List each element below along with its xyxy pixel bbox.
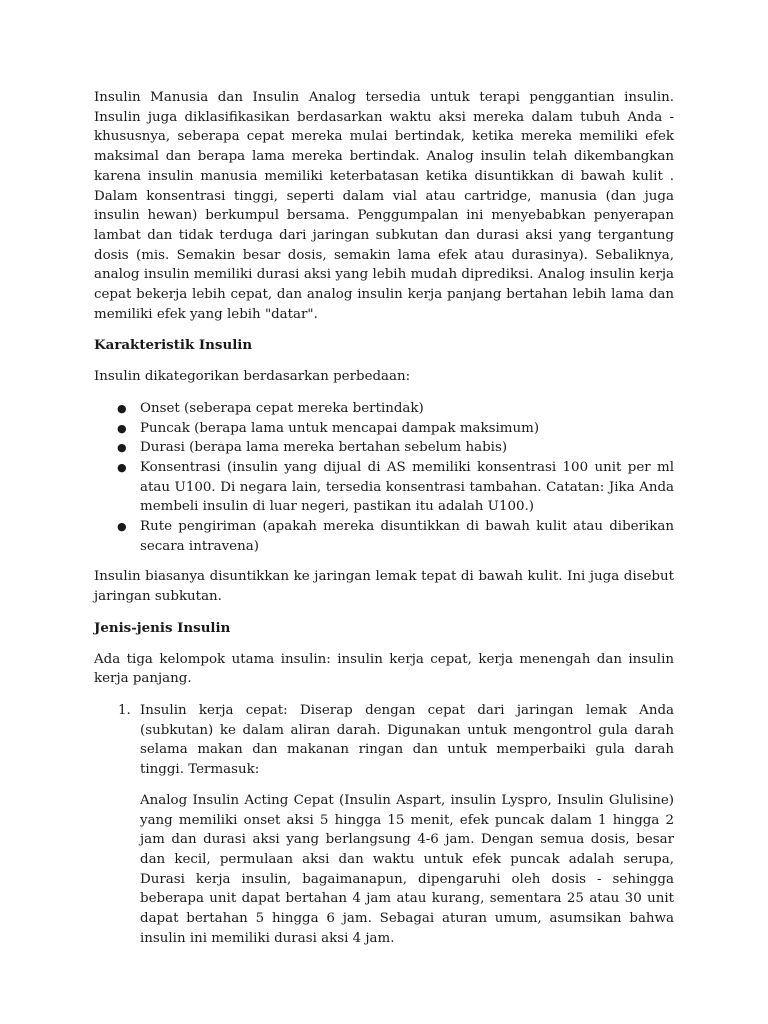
bullet-icon: ● <box>117 520 127 534</box>
list-item <box>94 517 674 556</box>
list-item-text: Rute pengiriman (apakah mereka disuntikkan di bawah kulit atau diberikan secara intravena) <box>140 519 674 554</box>
list-item <box>94 399 674 419</box>
section1-lead: Insulin dikategorikan berdasarkan perbedaan: <box>94 369 411 385</box>
list-item-detail: Analog Insulin Acting Cepat (Insulin Aspart, insulin Lyspro, Insulin Glulisine) yang memiliki onset aksi 5 hingga 15 menit, efek puncak dalam 1 hingga 2 jam dan durasi aksi yang berlangsung 4-6 jam. Dengan semua dosis, besar dan kecil, permulaan aksi dan waktu untuk efek puncak adalah serupa, Durasi kerja insulin, bagaimanapun, dipengaruhi oleh dosis - sehingga beberapa unit dapat bertahan 4 jam atau kurang, sementara 25 atau 30 unit dapat bertahan 5 hingga 6 jam. Sebagai aturan umum, asumsikan bahwa insulin ini memiliki durasi aksi 4 jam. <box>140 792 674 946</box>
list-item-text: Insulin kerja cepat: Diserap dengan cepat dari jaringan lemak Anda (subkutan) ke dalam aliran darah. Digunakan untuk mengontrol gula darah selama makan dan makanan ringan dan untuk memperbaiki gula darah tinggi. Termasuk: <box>140 702 674 778</box>
list-item-text: Konsentrasi (insulin yang dijual di AS memiliki konsentrasi 100 unit per ml atau U100. Di negara lain, tersedia konsentrasi tambahan. Catatan: Jika Anda membeli insulin di luar negeri, pastikan itu adalah U100.) <box>140 459 674 515</box>
list-item-text: Onset (seberapa cepat mereka bertindak) <box>140 400 424 416</box>
bullet-icon: ● <box>117 421 127 435</box>
bullet-icon: ● <box>117 441 127 455</box>
list-number: 1. <box>118 702 131 718</box>
section-heading-karakteristik: Karakteristik Insulin <box>94 337 253 354</box>
list-item-text: Puncak (berapa lama untuk mencapai dampak maksimum) <box>140 420 540 436</box>
list-item-text: Durasi (berapa lama mereka bertahan sebelum habis) <box>140 440 508 456</box>
intro-paragraph: Insulin Manusia dan Insulin Analog tersedia untuk terapi penggantian insulin. Insulin juga diklasifikasikan berdasarkan waktu aksi mereka dalam tubuh Anda - khususnya, seberapa cepat mereka mulai bertindak, ketika mereka memiliki efek maksimal dan berapa lama mereka bertindak. Analog insulin telah dikembangkan karena insulin manusia memiliki keterbatasan ketika disuntikkan di bawah kulit . Dalam konsentrasi tinggi, seperti dalam vial atau cartridge, manusia (dan juga insulin hewan) berkumpul bersama. Penggumpalan ini menyebabkan penyerapan lambat dan tidak terduga dari jaringan subkutan dan durasi aksi yang tergantung dosis (mis. Semakin besar dosis, semakin lama efek atau durasinya). Sebaliknya, analog insulin memiliki durasi aksi yang lebih mudah diprediksi. Analog insulin kerja cepat bekerja lebih cepat, dan analog insulin kerja panjang bertahan lebih lama dan memiliki efek yang lebih "datar". <box>94 90 674 322</box>
characteristics-list <box>94 399 674 557</box>
list-item <box>94 701 674 948</box>
section-heading-jenis: Jenis-jenis Insulin <box>94 619 231 636</box>
list-item <box>94 438 674 458</box>
bullet-icon: ● <box>117 460 127 474</box>
insulin-types-list <box>94 701 674 948</box>
list-item <box>94 419 674 439</box>
section2-lead: Ada tiga kelompok utama insulin: insulin kerja cepat, kerja menengah dan insulin kerja panjang. <box>94 651 674 687</box>
bullet-icon: ● <box>117 401 127 415</box>
list-item <box>94 458 674 517</box>
section1-closing: Insulin biasanya disuntikkan ke jaringan lemak tepat di bawah kulit. Ini juga disebut jaringan subkutan. <box>94 569 674 605</box>
